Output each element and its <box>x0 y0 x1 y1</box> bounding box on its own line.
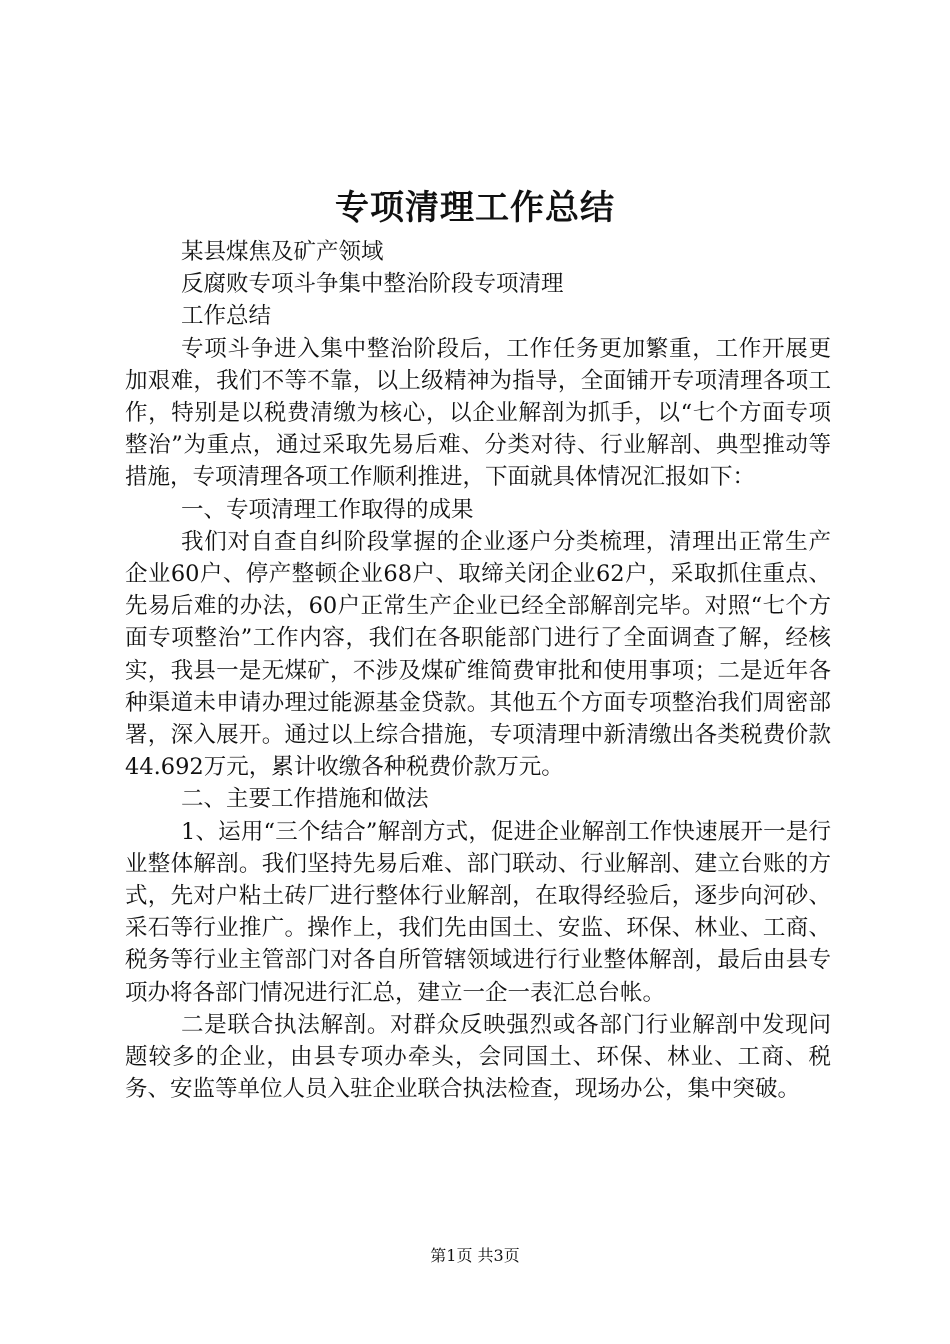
paragraph-intro: 专项斗争进入集中整治阶段后，工作任务更加繁重，工作开展更加艰难，我们不等不靠，以上级精神为指导，全面铺开专项清理各项工作，特别是以税费清缴为核心，以企业解剖为抓手，以“七个方面专项整治”为重点，通过采取先易后难、分类对待、行业解剖、典型推动等措施，专项清理各项工作顺利推进，下面就具体情况汇报如下： <box>125 335 831 491</box>
paragraph-subtitle-1: 某县煤焦及矿产领域 <box>181 239 384 265</box>
paragraph-measure-2: 二是联合执法解剖。对群众反映强烈或各部门行业解剖中发现问题较多的企业，由县专项办牵头，会同国土、环保、林业、工商、税务、安监等单位人员入驻企业联合执法检查，现场办公，集中突破。 <box>125 1011 831 1103</box>
document-body <box>125 236 831 1105</box>
document-title: 专项清理工作总结 <box>335 188 615 228</box>
paragraph-measure-1: 1、运用“三个结合”解剖方式，促进企业解剖工作快速展开一是行业整体解剖。我们坚持先易后难、部门联动、行业解剖、建立台账的方式，先对户粘土砖厂进行整体行业解剖，在取得经验后，逐步向河砂、采石等行业推广。操作上，我们先由国土、安监、环保、林业、工商、税务等行业主管部门对各自所管辖领域进行行业整体解剖，最后由县专项办将各部门情况进行汇总，建立一企一表汇总台帐。 <box>125 818 831 1006</box>
section-heading-1: 一、专项清理工作取得的成果 <box>181 496 474 523</box>
paragraph-subtitle-3: 工作总结 <box>181 303 272 330</box>
section-heading-2: 二、主要工作措施和做法 <box>181 786 429 813</box>
paragraph-results: 我们对自查自纠阶段掌握的企业逐户分类梳理，清理出正常生产企业60户、停产整顿企业68户、取缔关闭企业62户，采取抓住重点、先易后难的办法，60户正常生产企业已经全部解剖完毕。对照“七个方面专项整治”工作内容，我们在各职能部门进行了全面调查了解，经核实，我县一是无煤矿，不涉及煤矿维简费审批和使用事项；二是近年各种渠道未申请办理过能源基金贷款。其他五个方面专项整治我们周密部署，深入展开。通过以上综合措施，专项清理中新清缴出各类税费价款44.692万元，累计收缴各种税费价款万元。 <box>125 528 831 781</box>
page-number-footer: 第1页 共3页 <box>430 1246 520 1265</box>
paragraph-subtitle-2: 反腐败专项斗争集中整治阶段专项清理 <box>181 271 564 298</box>
